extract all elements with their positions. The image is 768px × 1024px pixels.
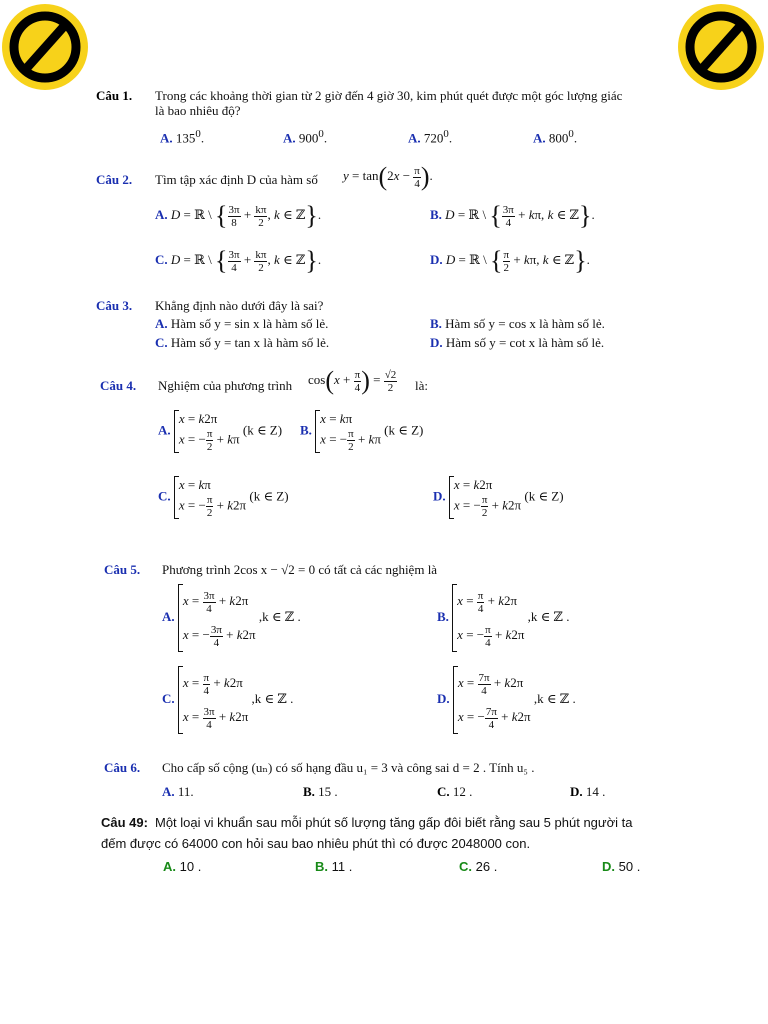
question-text: Trong các khoảng thời gian từ 2 giờ đến 4 giờ 30, kim phút quét được một góc lượng giác [155, 88, 623, 103]
option-b[interactable]: B. Hàm số y = cos x là hàm số lẻ. [430, 316, 605, 331]
option-a[interactable]: A. 10 . [163, 859, 202, 874]
option-d[interactable]: D. x = k2π x = − $\frac{\pi}{2}$ + k2π (k ∈ Z) [433, 477, 564, 519]
question-text: đếm được có 64000 con hỏi sau bao nhiêu phút thì có được 2048000 con. [101, 836, 531, 851]
question-number: Câu 5. [104, 562, 141, 577]
option-a[interactable]: A. 11. [162, 784, 194, 799]
function-formula: y = tan(2x − $\frac{\pi}{4}$ ). [343, 162, 433, 191]
question-text: Một loại vi khuẩn sau mỗi phút số lượng tăng gấp đôi biết rằng sau 5 phút người ta [155, 815, 633, 830]
question-text: Tìm tập xác định D của hàm số [155, 172, 318, 187]
no-sign-badge-icon [0, 2, 90, 92]
option-b[interactable]: B. x = kπ x = − $\frac{\pi}{2}$ + kπ (k ∈ Z) [300, 411, 424, 453]
question-text: Nghiệm của phương trình [158, 378, 293, 393]
question-tail: là: [415, 378, 428, 393]
option-d[interactable]: D. D = ℝ \ { $\frac{\pi}{2}$ + kπ, k ∈ ℤ}. [430, 246, 590, 275]
option-a[interactable]: A. Hàm số y = sin x là hàm số lẻ. [155, 316, 329, 331]
question-text: là bao nhiêu độ? [155, 103, 241, 118]
option-c[interactable]: A. $720^0$. [408, 128, 453, 146]
option-b[interactable]: B. x = $\frac{\pi}{4}$ + k2π x = − $\frac{\pi}{4}$ + k2π ,k ∈ ℤ . [437, 584, 570, 652]
no-sign-badge-icon [676, 2, 766, 92]
option-d[interactable]: A. $800^0$. [533, 128, 578, 146]
option-a[interactable]: A. x = $\frac{3\pi}{4}$ + k2π x = − $\frac{3\pi}{4}$ + k2π ,k ∈ ℤ . [162, 584, 301, 652]
option-c[interactable]: C. 12 . [437, 784, 473, 799]
option-b[interactable]: B. 15 . [303, 784, 338, 799]
question-number: Câu 3. [96, 298, 133, 313]
question-text: Cho cấp số cộng (uₙ) có số hạng đầu u₁ = 3 và công sai d = 2 . Tính u₅ . [162, 760, 535, 775]
equation: cos(x + $\frac{\pi}{4}$ ) = $\frac{√2}{2}$ [308, 366, 397, 395]
question-number: Câu 4. [100, 378, 137, 393]
question-number: Câu 6. [104, 760, 141, 775]
option-c[interactable]: C. Hàm số y = tan x là hàm số lẻ. [155, 335, 330, 350]
option-d[interactable]: D. 50 . [602, 859, 641, 874]
question-number: Câu 1. [96, 88, 133, 103]
question-text: Khẳng định nào dưới đây là sai? [155, 298, 324, 313]
question-number: Câu 2. [96, 172, 133, 187]
option-a[interactable]: A. D = ℝ \ { $\frac{3\pi}{8}$ + $\frac{k\pi}{2}$ , k ∈ ℤ}. [155, 201, 322, 230]
option-d[interactable]: D. x = $\frac{7\pi}{4}$ + k2π x = − $\frac{7\pi}{4}$ + k2π ,k ∈ ℤ . [437, 666, 576, 734]
option-d[interactable]: D. Hàm số y = cot x là hàm số lẻ. [430, 335, 605, 350]
question-text: Phương trình 2cos x − √2 = 0 có tất cả các nghiệm là [162, 562, 438, 577]
option-b[interactable]: A. $900^0$. [283, 128, 328, 146]
option-c[interactable]: C. 26 . [459, 859, 498, 874]
option-a[interactable]: A. $135^0$. [160, 128, 205, 146]
option-c[interactable]: C. x = $\frac{\pi}{4}$ + k2π x = $\frac{3\pi}{4}$ + k2π ,k ∈ ℤ . [162, 666, 293, 734]
option-a[interactable]: A. x = k2π x = − $\frac{\pi}{2}$ + kπ (k ∈ Z) [158, 411, 283, 453]
option-b[interactable]: B. D = ℝ \ { $\frac{3\pi}{4}$ + kπ, k ∈ ℤ}. [430, 201, 595, 230]
option-d[interactable]: D. 14 . [570, 784, 606, 799]
option-c[interactable]: C. x = kπ x = − $\frac{\pi}{2}$ + k2π (k ∈ Z) [158, 477, 289, 519]
option-c[interactable]: C. D = ℝ \ { $\frac{3\pi}{4}$ + $\frac{k\pi}{2}$ , k ∈ ℤ}. [155, 246, 322, 275]
option-b[interactable]: B. 11 . [315, 859, 353, 874]
question-number: Câu 49: [101, 815, 148, 830]
